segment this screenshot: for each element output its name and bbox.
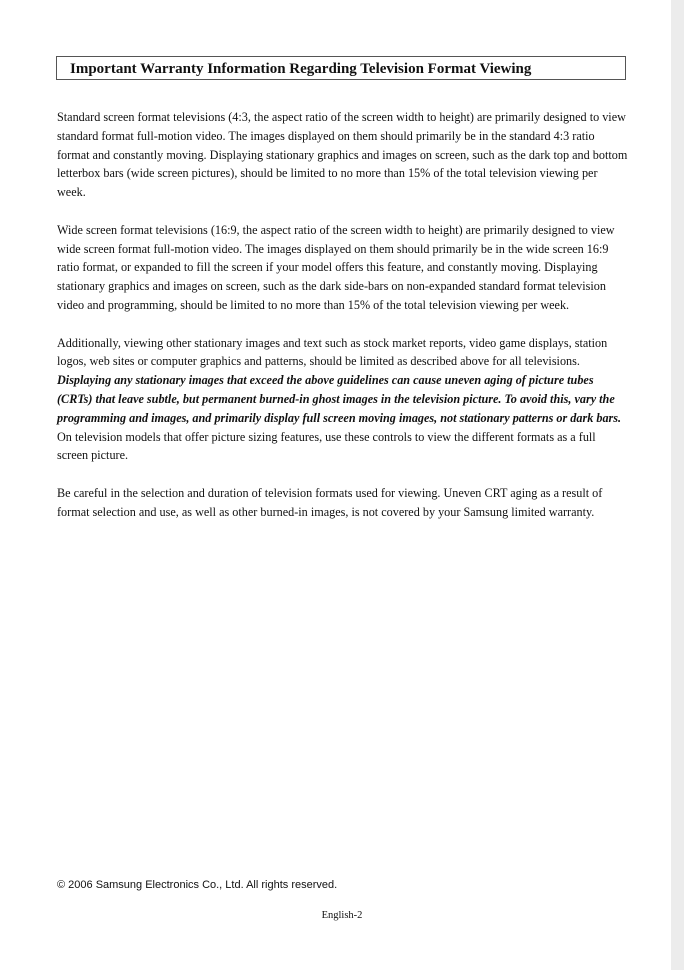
document-body xyxy=(57,108,629,540)
copyright-notice: © 2006 Samsung Electronics Co., Ltd. All rights reserved. xyxy=(57,879,338,891)
paragraph-warranty-note: Be careful in the selection and duration of television formats used for viewing. Uneven CRT aging as a result of format selection and use, as well as other burned-in images, is not covered by your Samsung limited warranty. xyxy=(57,485,603,519)
page-number: English-2 xyxy=(321,910,363,921)
paragraph-stationary-images-outro: On television models that offer picture sizing features, use these controls to view the different formats as a full screen picture. xyxy=(57,429,596,463)
paragraph-wide-screen: Wide screen format televisions (16:9, the aspect ratio of the screen width to height) are primarily designed to view wide screen format full-motion video. The images displayed on them should primarily be in the wide screen 16:9 ratio format, or expanded to fill the screen if your model offers this feature, and constantly moving. Displaying stationary graphics and images on screen, such as the dark side-bars on non-expanded standard format television video and programming, should be limited to no more than 15% of the total television viewing per week. xyxy=(57,222,615,312)
paragraph-stationary-images xyxy=(57,334,629,466)
title-box xyxy=(56,56,626,80)
paragraph-standard-screen: Standard screen format televisions (4:3, the aspect ratio of the screen width to height) are primarily designed to view standard format full-motion video. The images displayed on them should primarily be in the standard 4:3 ratio format and constantly moving. Displaying stationary graphics and images on screen, such as the dark top and bottom letterbox bars (wide screen pictures), should be limited to no more than 15% of the total television viewing per week. xyxy=(57,110,628,200)
page-title: Important Warranty Information Regarding Television Format Viewing xyxy=(70,61,532,77)
page-edge-bar xyxy=(671,0,684,970)
paragraph-stationary-images-intro: Additionally, viewing other stationary images and text such as stock market reports, video game displays, station logos, web sites or computer graphics and patterns, should be limited as described above for all televisions. xyxy=(57,335,608,369)
warning-emphasis: Displaying any stationary images that exceed the above guidelines can cause uneven aging of picture tubes (CRTs) that leave subtle, but permanent burned-in ghost images in the television picture. To avoid this, vary the programming and images, and primarily display full screen moving images, not stationary patterns or dark bars. xyxy=(57,373,622,425)
